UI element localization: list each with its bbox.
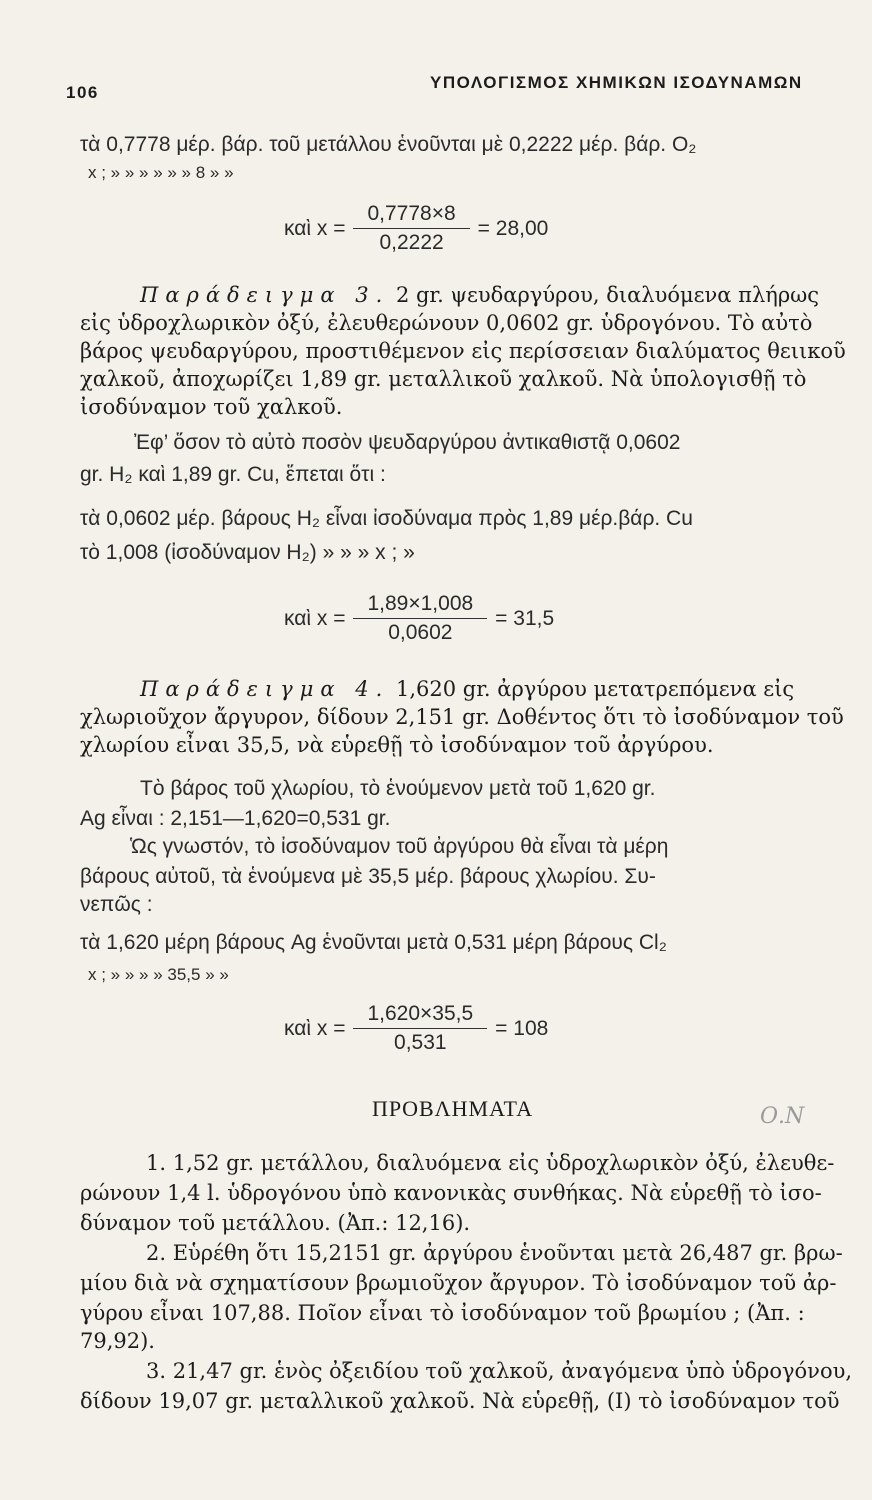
ex3-fraction	[353, 592, 487, 645]
ex3-solution-4: τὸ 1,008 (ἰσοδύναμον H₂) » » » x ; »	[80, 541, 415, 564]
problem-2-line-2: μίου διὰ νὰ σχηματίσουν βρωμιοῦχον ἄργυρον. Τὸ ἰσοδύναμον τοῦ ἀρ-	[80, 1271, 837, 1295]
ex4-solution-3: Ὡς γνωστόν, τὸ ἰσοδύναμον τοῦ ἀργύρου θὰ εἶναι τὰ μέρη	[130, 835, 669, 858]
page-number: 106	[66, 83, 99, 102]
problem-1-line-1: 1. 1,52 gr. μετάλλου, διαλυόμενα εἰς ὑδροχλωρικὸν ὀξύ, ἐλευθε-	[146, 1151, 835, 1175]
ex2-numerator: 0,7778×8	[353, 202, 469, 229]
ex4-solution-1: Τὸ βάρος τοῦ χλωρίου, τὸ ἑνούμενον μετὰ τοῦ 1,620 gr.	[140, 777, 656, 800]
ex4-formula-lhs: καὶ x =	[284, 1016, 346, 1040]
ex4-solution-5: νεπῶς :	[80, 893, 153, 916]
ex3-line-4: χαλκοῦ, ἀποχωρίζει 1,89 gr. μεταλλικοῦ χαλκοῦ. Νὰ ὑπολογισθῇ τὸ	[80, 367, 807, 391]
problem-3-line-2: δίδουν 19,07 gr. μεταλλικοῦ χαλκοῦ. Νὰ εὑρεθῇ, (I) τὸ ἰσοδύναμον τοῦ	[80, 1389, 840, 1413]
problem-2-line-1: 2. Εὑρέθη ὅτι 15,2151 gr. ἀργύρου ἑνοῦνται μετὰ 26,487 gr. βρω-	[146, 1241, 843, 1265]
ex3-numerator: 1,89×1,008	[353, 592, 487, 619]
ex3-line-1: 2 gr. ψευδαργύρου, διαλυόμενα πλήρως	[395, 283, 820, 307]
problems-title: ΠΡΟΒΛΗΜΑΤΑ	[372, 1096, 534, 1121]
ex4-solution-7: x ; » » » » 35,5 » »	[88, 965, 229, 984]
ex2-fraction	[353, 202, 469, 255]
ex4-solution-6: τὰ 1,620 μέρη βάρους Ag ἑνοῦνται μετὰ 0,531 μέρη βάρους Cl₂	[80, 931, 667, 954]
problem-1-line-3: δύναμον τοῦ μετάλλου. (Ἀπ.: 12,16).	[80, 1211, 471, 1235]
ex4-fraction	[353, 1002, 487, 1055]
ex4-solution-4: βάρους αὐτοῦ, τὰ ἑνούμενα μὲ 35,5 μέρ. βάρους χλωρίου. Συ-	[80, 865, 656, 888]
problem-3-line-1: 3. 21,47 gr. ἑνὸς ὀξειδίου τοῦ χαλκοῦ, ἀναγόμενα ὑπὸ ὑδρογόνου,	[146, 1359, 853, 1383]
ex4-result: = 108	[495, 1016, 549, 1040]
ex3-line-2: εἰς ὑδροχλωρικὸν ὀξύ, ἐλευθερώνουν 0,0602 gr. ὑδρογόνου. Τὸ αὐτὸ	[80, 311, 813, 335]
ex3-formula	[284, 592, 554, 645]
ex3-denominator: 0,0602	[388, 621, 453, 644]
problem-2-line-3: γύρου εἶναι 107,88. Ποῖον εἶναι τὸ ἰσοδύναμον τοῦ βρωμίου ; (Ἀπ. :	[80, 1301, 805, 1325]
ex4-label: Παράδειγμα 4.	[140, 677, 390, 701]
ex2-result: = 28,00	[477, 216, 549, 240]
ex3-formula-lhs: καὶ x =	[284, 606, 346, 630]
handwritten-note: Ο.Ν	[760, 1104, 805, 1129]
ex2-denominator: 0,2222	[379, 231, 444, 254]
ex3-result: = 31,5	[495, 606, 555, 630]
ex4-first-line	[140, 676, 794, 702]
ex2-formula	[284, 202, 548, 255]
ex4-solution-2: Ag εἶναι : 2,151—1,620=0,531 gr.	[80, 807, 391, 830]
ex3-line-5: ἰσοδύναμον τοῦ χαλκοῦ.	[80, 395, 343, 419]
problem-2-line-4: 79,92).	[80, 1329, 155, 1353]
ex4-line-3: χλωρίου εἶναι 35,5, νὰ εὑρεθῇ τὸ ἰσοδύναμον τοῦ ἀργύρου.	[80, 733, 714, 757]
ex3-line-3: βάρος ψευδαργύρου, προστιθέμενον εἰς περίσσειαν διαλύματος θειικοῦ	[80, 339, 846, 363]
ex3-first-line	[140, 282, 819, 308]
ex4-denominator: 0,531	[394, 1031, 447, 1054]
ex3-solution-2: gr. H₂ καὶ 1,89 gr. Cu, ἕπεται ὅτι :	[80, 463, 386, 486]
ex4-numerator: 1,620×35,5	[353, 1002, 487, 1029]
problem-1-line-2: ρώνουν 1,4 l. ὑδρογόνου ὑπὸ κανονικὰς συνθήκας. Νὰ εὑρεθῇ τὸ ἰσο-	[80, 1181, 822, 1205]
ex4-line-1: 1,620 gr. ἀργύρου μετατρεπόμενα εἰς	[395, 677, 795, 701]
ex2-line-2: x ; » » » » » » 8 » »	[88, 163, 234, 182]
ex2-line-1: τὰ 0,7778 μέρ. βάρ. τοῦ μετάλλου ἑνοῦνται μὲ 0,2222 μέρ. βάρ. O₂	[80, 133, 697, 156]
ex3-solution-1: Ἐφ’ ὅσον τὸ αὐτὸ ποσὸν ψευδαργύρου ἀντικαθιστᾷ 0,0602	[134, 431, 681, 454]
ex2-formula-lhs: καὶ x =	[284, 216, 346, 240]
ex3-solution-3: τὰ 0,0602 μέρ. βάρους H₂ εἶναι ἰσοδύναμα πρὸς 1,89 μέρ.βάρ. Cu	[80, 507, 693, 530]
ex3-label: Παράδειγμα 3.	[140, 283, 390, 307]
running-title: ΥΠΟΛΟΓΙΣΜΟΣ ΧΗΜΙΚΩΝ ΙΣΟΔΥΝΑΜΩΝ	[430, 73, 803, 92]
ex4-formula	[284, 1002, 548, 1055]
ex4-line-2: χλωριοῦχον ἄργυρον, δίδουν 2,151 gr. Δοθέντος ὅτι τὸ ἰσοδύναμον τοῦ	[80, 705, 844, 729]
